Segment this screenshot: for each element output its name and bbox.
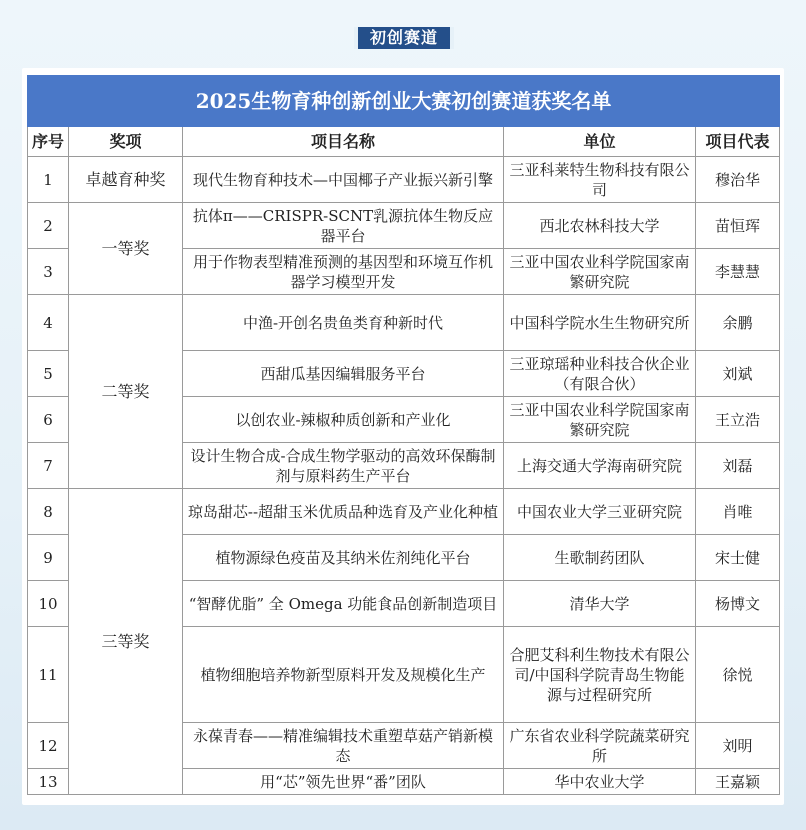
- row-representative: 王立浩: [696, 397, 780, 443]
- row-no: 6: [28, 397, 69, 443]
- row-unit: 华中农业大学: [504, 769, 696, 795]
- row-project: “智酵优脂” 全 Omega 功能食品创新制造项目: [183, 581, 504, 627]
- row-representative: 刘磊: [696, 443, 780, 489]
- row-representative: 王嘉颖: [696, 769, 780, 795]
- table-row: [28, 489, 780, 535]
- table-row: [28, 295, 780, 351]
- row-no: 12: [28, 723, 69, 769]
- prize-excellence: 卓越育种奖: [69, 157, 183, 203]
- row-representative: 李慧慧: [696, 249, 780, 295]
- row-unit: 三亚中国农业科学院国家南繁研究院: [504, 397, 696, 443]
- row-unit: 清华大学: [504, 581, 696, 627]
- row-unit: 西北农林科技大学: [504, 203, 696, 249]
- header-unit: 单位: [504, 127, 696, 157]
- table-title: 2025生物育种创新创业大赛初创赛道获奖名单: [28, 76, 780, 127]
- row-no: 10: [28, 581, 69, 627]
- row-project: 以创农业-辣椒种质创新和产业化: [183, 397, 504, 443]
- section-badge: 初创赛道: [354, 27, 454, 49]
- row-unit: 生歌制药团队: [504, 535, 696, 581]
- row-project: 用于作物表型精准预测的基因型和环境互作机器学习模型开发: [183, 249, 504, 295]
- row-no: 5: [28, 351, 69, 397]
- row-no: 11: [28, 627, 69, 723]
- row-project: 中渔-开创名贵鱼类育种新时代: [183, 295, 504, 351]
- header-seq: 序号: [28, 127, 69, 157]
- row-unit: 三亚科莱特生物科技有限公司: [504, 157, 696, 203]
- row-project: 植物源绿色疫苗及其纳米佐剂纯化平台: [183, 535, 504, 581]
- header-representative: 项目代表: [696, 127, 780, 157]
- header-prize: 奖项: [69, 127, 183, 157]
- row-representative: 宋士健: [696, 535, 780, 581]
- table-header-row: [28, 127, 780, 157]
- table-title-row: [28, 76, 780, 127]
- row-representative: 余鹏: [696, 295, 780, 351]
- table-row: [28, 203, 780, 249]
- row-unit: 中国科学院水生生物研究所: [504, 295, 696, 351]
- row-representative: 苗恒珲: [696, 203, 780, 249]
- row-representative: 徐悦: [696, 627, 780, 723]
- prize-second: 二等奖: [69, 295, 183, 489]
- header-project: 项目名称: [183, 127, 504, 157]
- row-project: 植物细胞培养物新型原料开发及规模化生产: [183, 627, 504, 723]
- row-unit: 三亚中国农业科学院国家南繁研究院: [504, 249, 696, 295]
- row-project: 永葆青春——精准编辑技术重塑草菇产销新模态: [183, 723, 504, 769]
- row-representative: 穆治华: [696, 157, 780, 203]
- row-unit: 上海交通大学海南研究院: [504, 443, 696, 489]
- row-no: 13: [28, 769, 69, 795]
- row-project: 西甜瓜基因编辑服务平台: [183, 351, 504, 397]
- row-project: 抗体π——CRISPR-SCNT乳源抗体生物反应器平台: [183, 203, 504, 249]
- row-representative: 刘明: [696, 723, 780, 769]
- prize-third: 三等奖: [69, 489, 183, 795]
- row-project: 用“芯”领先世界“番”团队: [183, 769, 504, 795]
- row-no: 3: [28, 249, 69, 295]
- row-unit: 合肥艾科利生物技术有限公司/中国科学院青岛生物能源与过程研究所: [504, 627, 696, 723]
- row-unit: 广东省农业科学院蔬菜研究所: [504, 723, 696, 769]
- award-table: [27, 75, 780, 795]
- table-row: [28, 157, 780, 203]
- row-no: 8: [28, 489, 69, 535]
- row-unit: 三亚琼瑶种业科技合伙企业（有限合伙）: [504, 351, 696, 397]
- row-project: 琼岛甜芯--超甜玉米优质品种选育及产业化种植: [183, 489, 504, 535]
- row-representative: 杨博文: [696, 581, 780, 627]
- row-no: 7: [28, 443, 69, 489]
- row-representative: 刘斌: [696, 351, 780, 397]
- row-unit: 中国农业大学三亚研究院: [504, 489, 696, 535]
- prize-first: 一等奖: [69, 203, 183, 295]
- row-no: 1: [28, 157, 69, 203]
- row-project: 设计生物合成-合成生物学驱动的高效环保酶制剂与原料药生产平台: [183, 443, 504, 489]
- row-no: 9: [28, 535, 69, 581]
- row-no: 4: [28, 295, 69, 351]
- row-no: 2: [28, 203, 69, 249]
- row-representative: 肖唯: [696, 489, 780, 535]
- row-project: 现代生物育种技术—中国椰子产业振兴新引擎: [183, 157, 504, 203]
